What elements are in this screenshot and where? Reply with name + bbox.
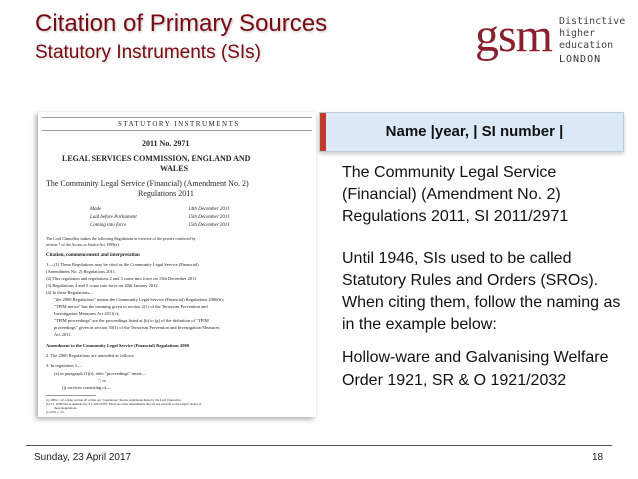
logo-tagline xyxy=(559,16,625,52)
doc-preamble: section 7 of the Access to Justice Act 1999(a): xyxy=(46,242,120,247)
gsm-logo xyxy=(475,8,625,73)
doc-text-line: Act 2011. xyxy=(54,332,72,337)
doc-date-label: Laid before Parliament xyxy=(90,215,137,220)
doc-text-line: (a) in paragraph (1)(i), after "proceedings" insert— xyxy=(54,371,147,376)
doc-date-value: 14th December 2011 xyxy=(188,207,230,212)
logo-tagline-line: education xyxy=(559,40,614,51)
slide-subtitle: Statutory Instruments (SIs) xyxy=(35,42,261,63)
doc-name: The Community Legal Service (Financial) (Amendment No. 2) xyxy=(46,179,249,188)
doc-text-line: "; or xyxy=(98,378,106,383)
doc-text-line: (3) Regulations 4 and 5 come into force on 20th January 2012. xyxy=(46,283,159,288)
sro-example: Hollow-ware and Galvanising Welfare Order 1921, SR & O 1921/2032 xyxy=(342,349,609,389)
doc-section-heading: Amendment to the Community Legal Service (Financial) Regulations 2000 xyxy=(46,343,189,348)
logo-tagline-line: Distinctive xyxy=(559,16,626,27)
footer-divider xyxy=(26,445,612,446)
doc-category-2: WALES xyxy=(160,164,189,173)
doc-text-line: 1.—(1) These Regulations may be cited as the Community Legal Service (Financial) xyxy=(46,262,199,267)
doc-number: 2011 No. 2971 xyxy=(142,139,190,148)
doc-text-line: (j) services consisting of— xyxy=(62,385,111,390)
page-number: 18 xyxy=(592,452,604,463)
doc-text-line: Investigation Measures Act 2011(c); xyxy=(54,311,120,316)
doc-footnote: (c) 2011 c. 23. xyxy=(46,410,65,414)
statutory-instrument-document xyxy=(38,112,316,417)
doc-text-line: (Amendment No. 2) Regulations 2011. xyxy=(46,269,117,274)
doc-date-value: 15th December 2011 xyxy=(188,215,230,220)
logo-tagline-line: higher xyxy=(559,28,596,39)
doc-text-line: proceedings" given in section 30(1) of the Terrorism Prevention and Investigation Measures xyxy=(54,325,220,330)
doc-date-label: Coming into force xyxy=(90,223,127,228)
logo-brand: gsm xyxy=(475,9,553,62)
doc-footnote: (a) 1999 c. 22. Under section 20 of that Act "regulations" means regulations made by the Lord Chancellor. xyxy=(46,398,182,402)
doc-text-line: 2. The 2000 Regulations are amended as follows. xyxy=(46,353,135,358)
doc-text-line: "TPIM proceedings" are the proceedings listed at (b) to (g) of the definition of "TPIM xyxy=(54,318,209,323)
sro-explanation: Until 1946, SIs used to be called Statutory Rules and Orders (SROs). When citing them, follow the naming as in the example below: xyxy=(342,250,621,333)
doc-text-line: 3. In regulation 3— xyxy=(46,363,82,368)
doc-footnote: these Regulations. xyxy=(54,406,78,410)
doc-name-2: Regulations 2011 xyxy=(138,189,194,198)
doc-footnote: (b) S.I. 2000/516 as amended by S.I. 2001/3287. There are other amendments that are not relevant to the subject matter of xyxy=(46,402,202,406)
footer-date: Sunday, 23 April 2017 xyxy=(34,452,132,463)
callout-text: Name |year, | SI number | xyxy=(385,123,564,140)
doc-preamble: The Lord Chancellor makes the following Regulations in exercise of the powers conferred by xyxy=(46,236,196,241)
doc-text-line: (4) In these Regulations— xyxy=(46,290,94,295)
doc-text-line: (2) This regulation and regulations 2 and 3 come into force on 15th December 2011. xyxy=(46,276,198,281)
citation-format-callout xyxy=(319,112,624,152)
doc-date-value: 15th December 2011 xyxy=(188,223,230,228)
doc-text-line: "the 2000 Regulations" means the Community Legal Service (Financial) Regulations 2000(b); xyxy=(54,297,224,302)
doc-category: LEGAL SERVICES COMMISSION, ENGLAND AND xyxy=(62,154,251,163)
slide-title: Citation of Primary Sources xyxy=(35,10,328,37)
doc-text-line: "TPIM notice" has the meaning given in section 2(1) of the Terrorism Prevention and xyxy=(54,304,208,309)
doc-date-label: Made xyxy=(90,207,102,212)
example-citation: The Community Legal Service (Financial) (Amendment No. 2) Regulations 2011, SI 2011/2971 xyxy=(342,164,569,225)
doc-section-heading: Citation, commencement and interpretation xyxy=(46,253,140,258)
doc-header: STATUTORY INSTRUMENTS xyxy=(118,120,240,128)
logo-location: LONDON xyxy=(559,54,602,65)
